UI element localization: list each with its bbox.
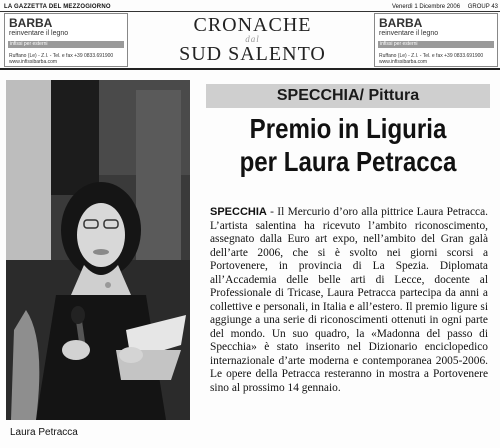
article-lead: SPECCHIA — [210, 206, 267, 218]
headline-line-1: Premio in Liguria — [249, 113, 447, 144]
advertisement-right — [374, 13, 498, 67]
ad-tagline: reinventare il legno — [379, 30, 439, 37]
ad-brand: BARBA — [9, 16, 53, 30]
header-rule-bottom — [0, 68, 500, 70]
section-title-dal: dal — [245, 34, 260, 44]
article-text: - Il Mercurio d’oro alla pittrice Laura Petracca. L’artista salentina ha ricevuto l’ambito riconoscimento, assegnato dalla Euro art expo, nell’ambito del Gran galà dell’arte 2006, che si è svolto nei giorni scorsi a Portovenere, in provincia di La Spezia. Diplomata all’Accademia delle belle arti di Lecce, docente al Professionale di Tricase, Laura Petracca partecipa da anni a collettive e personali, in Italia e all’estero. Il premio ligure si aggiunge a una serie di riconoscimenti ottenuti in ogni parte del mondo. Un suo quadro, la «Madonna del passo di Specchia» è stato inserito nel Dizionario enciclopedico internazionale d’arte moderna e contemporanea 2005-2006. Le opere della Petracca resteranno in mostra a Portovenere sino al prossimo 14 gennaio. — [210, 206, 488, 394]
header-meta — [392, 4, 498, 10]
ad-brand: BARBA — [379, 16, 423, 30]
section-title-bottom: SUD SALENTO — [179, 43, 326, 65]
photo-caption: Laura Petracca — [10, 427, 78, 438]
publication-name: LA GAZZETTA DEL MEZZOGIORNO — [4, 4, 111, 10]
section-title — [140, 15, 365, 64]
section-title-top: CRONACHE — [193, 14, 312, 36]
article-photo — [6, 80, 190, 420]
advertisement-left — [4, 13, 128, 67]
issue-date: Venerdì 1 Dicembre 2006 — [392, 4, 461, 10]
header-rule — [0, 11, 500, 12]
ad-bar: infissi per esterni — [378, 41, 494, 48]
ad-contact: Ruffano (Le) - Z.I. - Tel. e fax +39 0833.691900 www.infissibarba.com — [379, 53, 484, 65]
ad-tagline: reinventare il legno — [9, 30, 69, 37]
article-kicker: SPECCHIA/ Pittura — [206, 84, 490, 108]
headline-line-2: per Laura Petracca — [239, 146, 457, 177]
ad-bar: infissi per esterni — [8, 41, 124, 48]
article-body — [210, 206, 488, 395]
ad-contact: Ruffano (Le) - Z.I. - Tel. e fax +39 0833.691900 www.infissibarba.com — [9, 53, 114, 65]
page-code: GROUP 43 — [467, 4, 498, 10]
article-headline — [226, 112, 470, 178]
photo-illustration — [6, 80, 190, 420]
